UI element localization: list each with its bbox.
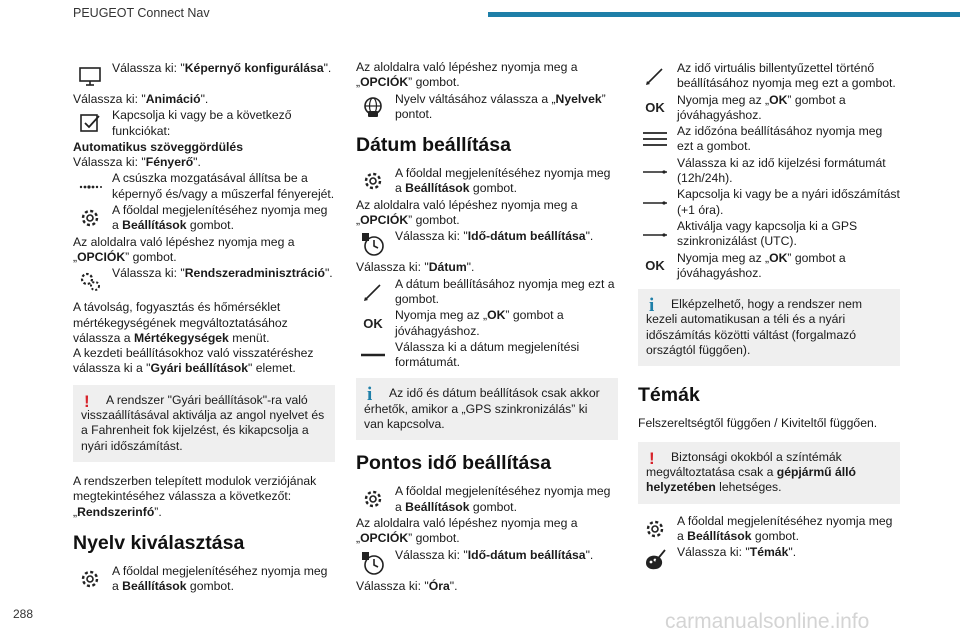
instruction-screen-config: Válassza ki: "Képernyő konfigurálása". bbox=[73, 61, 335, 91]
globe-icon bbox=[356, 92, 390, 122]
text-datum: Válassza ki: "Dátum". bbox=[356, 260, 475, 275]
ok-icon: OK bbox=[363, 315, 383, 331]
instruction-scroll: Kapcsolja ki vagy be a következő funkciókat: bbox=[73, 108, 335, 139]
clock-icon bbox=[356, 229, 390, 259]
pencil-icon bbox=[356, 277, 390, 307]
instruction-ok: OK Nyomja meg az „OK” gombot a jóváhagyáshoz. bbox=[638, 93, 900, 124]
info-note: i Elképzelhető, hogy a rendszer nem kezeli automatikusan a téli és a nyári időszámítás közötti váltást (forgalmazó országtól függően). bbox=[638, 289, 900, 366]
instruction-settings-date: A főoldal megjelenítéséhez nyomja meg a Beállítások gombot. bbox=[356, 166, 618, 197]
heading-language: Nyelv kiválasztása bbox=[73, 531, 245, 554]
warning-icon: ! bbox=[84, 391, 90, 411]
heading-time: Pontos idő beállítása bbox=[356, 452, 552, 475]
instruction-dst: Kapcsolja ki vagy be a nyári időszámítást (+1 óra). bbox=[638, 187, 900, 218]
text-opciok: Az aloldalra való lépéshez nyomja meg a „OPCIÓK” gombot. bbox=[356, 60, 578, 90]
warning-note: ! Biztonsági okokból a színtémák megváltoztatása csak a gépjármű álló helyzetében lehetséges. bbox=[638, 442, 900, 504]
gear-icon bbox=[356, 484, 390, 514]
list-icon bbox=[638, 124, 672, 154]
text-ora: Válassza ki: "Óra". bbox=[356, 578, 458, 593]
checkbox-icon bbox=[73, 108, 107, 138]
gear-icon bbox=[73, 203, 107, 233]
monitor-icon bbox=[73, 61, 107, 91]
instruction-date-set: A dátum beállításához nyomja meg ezt a gombot. bbox=[356, 277, 618, 308]
column-3 bbox=[638, 60, 900, 576]
clock-icon bbox=[356, 548, 390, 578]
instruction-ok-2: OK Nyomja meg az „OK” gombot a jóváhagyáshoz. bbox=[638, 251, 900, 282]
instruction-themes: Válassza ki: "Témák". bbox=[638, 545, 900, 575]
gear-icon bbox=[356, 166, 390, 196]
instruction-settings-themes: A főoldal megjelenítéséhez nyomja meg a Beállítások gombot. bbox=[638, 514, 900, 545]
instruction-settings-lang: A főoldal megjelenítéséhez nyomja meg a Beállítások gombot. bbox=[73, 564, 335, 595]
gear-icon bbox=[638, 514, 672, 544]
instruction-settings-time: A főoldal megjelenítéséhez nyomja meg a Beállítások gombot. bbox=[356, 484, 618, 515]
instruction-languages: Nyelv váltásához válassza a „Nyelvek” pontot. bbox=[356, 92, 618, 123]
gears-icon bbox=[73, 266, 107, 296]
slider-icon bbox=[73, 171, 107, 201]
instruction-time-keyboard: Az idő virtuális billentyűzettel történő beállításához nyomja meg ezt a gombot. bbox=[638, 61, 900, 92]
header-accent-bar bbox=[488, 12, 960, 17]
instruction-time-format: Válassza ki az idő kijelzési formátumát (12h/24h). bbox=[638, 156, 900, 187]
text-animacio: Válassza ki: "Animáció". bbox=[73, 92, 209, 106]
text-sysinfo: A rendszerben telepített modulok verziójának megtekintéséhez válassza a következőt: „Rendszerinfó”. bbox=[73, 473, 317, 519]
pencil-icon bbox=[638, 61, 672, 91]
instruction-brightness: A csúszka mozgatásával állítsa be a képernyő és/vagy a műszerfal fényerejét. bbox=[73, 171, 335, 202]
heading-date: Dátum beállítása bbox=[356, 134, 511, 157]
info-icon: i bbox=[367, 384, 373, 406]
warning-note: ! A rendszer "Gyári beállítások"-ra való visszaállításával aktiválja az angol nyelvet és a Fahrenheit fok kijelzést, és kikapcsolja a nyári időszámítást. bbox=[73, 385, 335, 462]
column-1 bbox=[73, 60, 335, 595]
line-icon bbox=[638, 156, 672, 186]
text-scroll-bold: Automatikus szöveggördülés bbox=[73, 139, 243, 154]
line-icon bbox=[638, 219, 672, 249]
info-note: i Az idő és dátum beállítások csak akkor érhetők, amikor a „GPS szinkronizálás” ki van kapcsolva. bbox=[356, 378, 618, 440]
info-icon: i bbox=[649, 295, 655, 317]
instruction-ok: OK Nyomja meg az „OK” gombot a jóváhagyáshoz. bbox=[356, 308, 618, 339]
line-icon bbox=[356, 340, 390, 370]
instruction-date-format: Válassza ki a dátum megjelenítési formátumát. bbox=[356, 340, 618, 371]
gear-icon bbox=[73, 564, 107, 594]
text-units: A távolság, fogyasztás és hőmérséklet mértékegységének megváltoztatásához válassza a Mértékegységek menüt. bbox=[73, 300, 288, 345]
instruction-timezone: Az időzóna beállításához nyomja meg ezt a gombot. bbox=[638, 124, 900, 155]
line-icon bbox=[638, 187, 672, 217]
text-fenyero: Válassza ki: "Fényerő". bbox=[73, 155, 201, 170]
instruction-gps: Aktiválja vagy kapcsolja ki a GPS szinkronizálást (UTC). bbox=[638, 219, 900, 250]
ok-icon: OK bbox=[645, 257, 665, 273]
running-header: PEUGEOT Connect Nav bbox=[73, 6, 210, 20]
palette-icon bbox=[638, 545, 672, 575]
instruction-time-date: Válassza ki: "Idő-dátum beállítása". bbox=[356, 229, 618, 259]
instruction-sysadmin: Válassza ki: "Rendszeradminisztráció". bbox=[73, 266, 335, 296]
watermark: carmanualsonline.info bbox=[665, 610, 870, 633]
text-factory: A kezdeti beállításokhoz való visszatéréshez válassza ki a "Gyári beállítások" elemet. bbox=[73, 346, 314, 376]
text-opciok: Az aloldalra való lépéshez nyomja meg a „OPCIÓK” gombot. bbox=[73, 234, 295, 264]
instruction-time-date-2: Válassza ki: "Idő-dátum beállítása". bbox=[356, 548, 618, 578]
text-opciok-3: Az aloldalra való lépéshez nyomja meg a „OPCIÓK” gombot. bbox=[356, 515, 578, 546]
column-2 bbox=[356, 60, 618, 594]
heading-themes: Témák bbox=[638, 384, 700, 407]
page-number: 288 bbox=[13, 607, 34, 621]
instruction-settings: A főoldal megjelenítéséhez nyomja meg a Beállítások gombot. bbox=[73, 203, 335, 234]
ok-icon: OK bbox=[645, 99, 665, 115]
text-equipment: Felszereltségtől függően / Kiviteltől függően. bbox=[638, 416, 878, 431]
text-opciok-2: Az aloldalra való lépéshez nyomja meg a „OPCIÓK” gombot. bbox=[356, 197, 578, 228]
warning-icon: ! bbox=[649, 448, 655, 468]
